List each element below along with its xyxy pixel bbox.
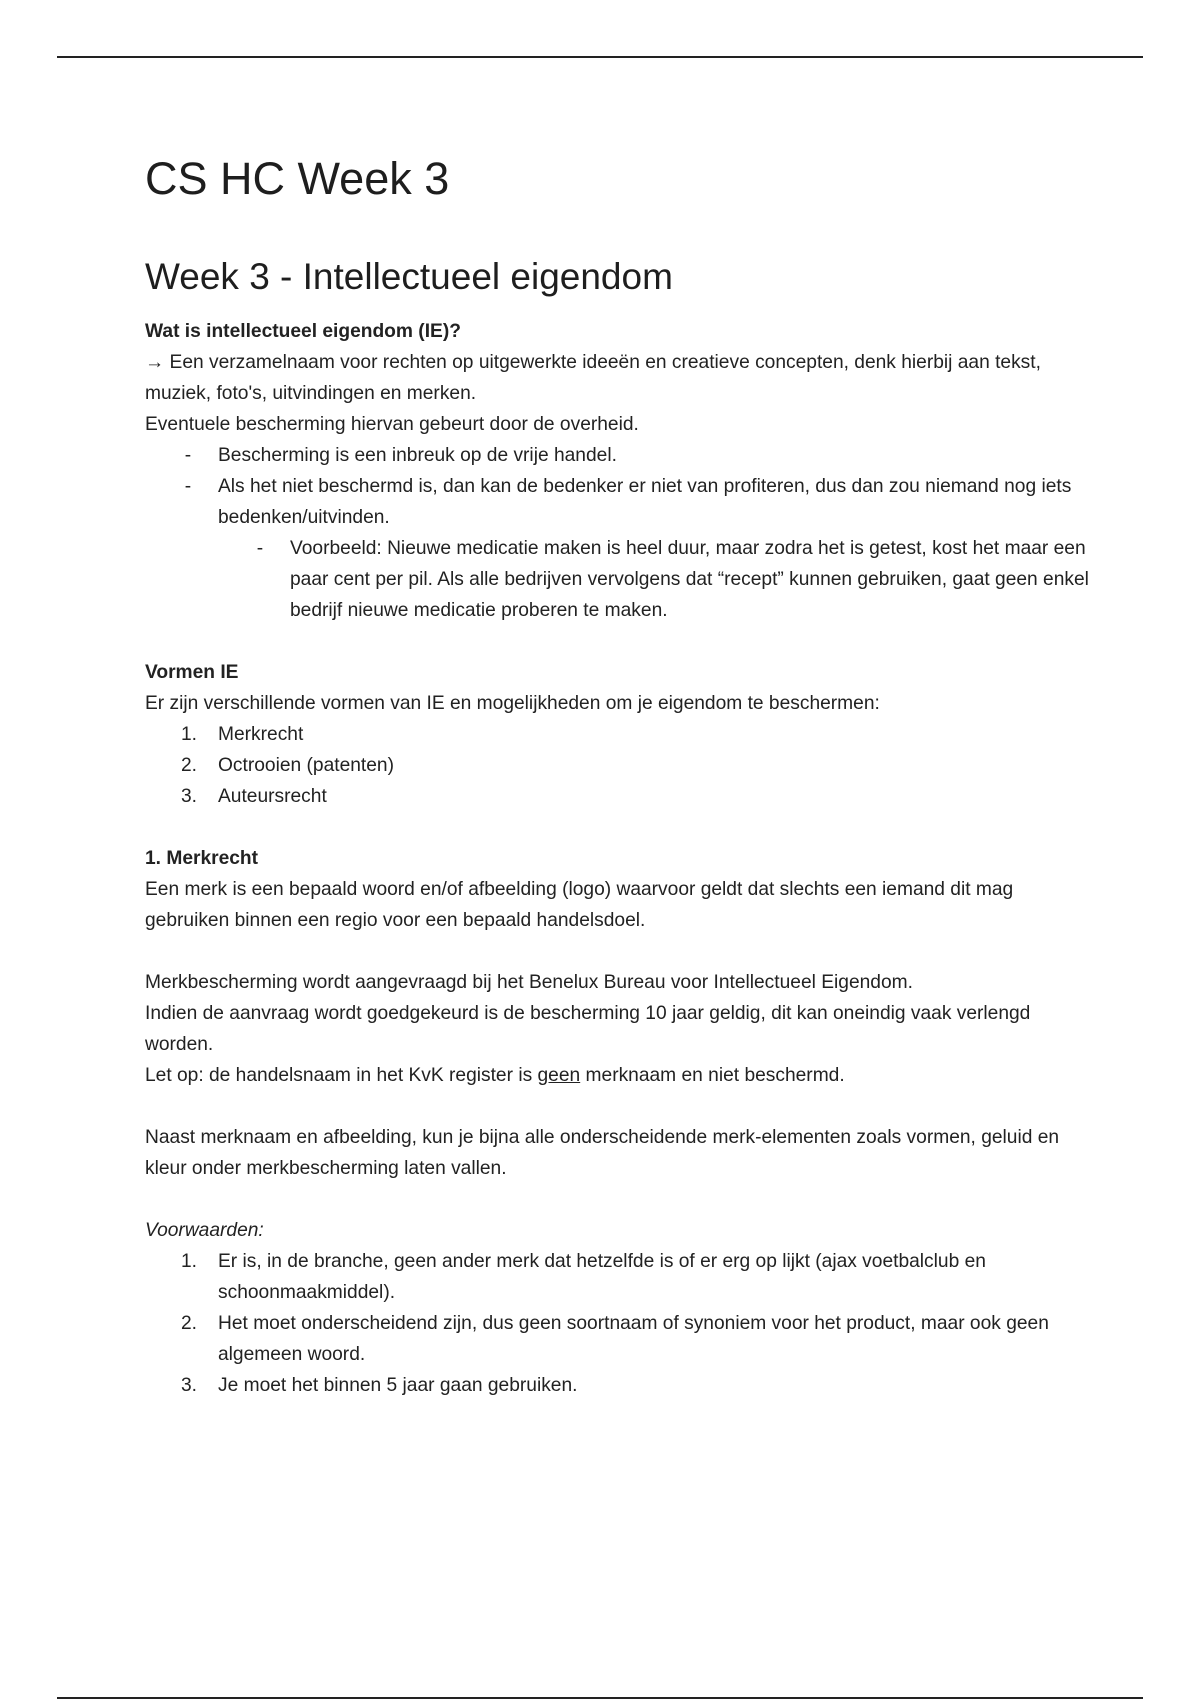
let-op-text-start: Let op: de handelsnaam in het KvK register is — [145, 1065, 538, 1086]
list-item — [184, 471, 1095, 626]
list-item — [181, 1308, 1095, 1370]
footer-rule — [57, 1697, 1143, 1699]
header-rule — [57, 56, 1143, 58]
voorwaarden-label: Voorwaarden: — [145, 1220, 264, 1241]
list-item — [181, 781, 1095, 812]
vormen-intro: Er zijn verschillende vormen van IE en mogelijkheden om je eigendom te beschermen: — [145, 693, 880, 714]
list-item-text: Het moet onderscheidend zijn, dus geen soortnaam of synoniem voor het product, maar ook geen algemeen woord. — [218, 1313, 1049, 1365]
let-op-text-end: merknaam en niet beschermd. — [580, 1065, 845, 1086]
section-heading: Week 3 - Intellectueel eigendom — [145, 256, 673, 297]
list-item-text: Auteursrecht — [218, 786, 327, 807]
merkrecht-heading: 1. Merkrecht — [145, 848, 259, 869]
list-item-text: Je moet het binnen 5 jaar gaan gebruiken. — [218, 1375, 578, 1396]
list-item-text: Merkrecht — [218, 724, 304, 745]
list-item — [181, 750, 1095, 781]
example-text: Voorbeeld: Nieuwe medicatie maken is heel duur, maar zodra het is getest, kost het maar een paar cent per pil. Als alle bedrijven vervolgens dat “recept” kunnen gebruiken, gaat geen enkel bedrijf nieuwe medicatie proberen te maken. — [290, 538, 1089, 621]
list-number: 3. — [181, 1375, 198, 1396]
dash-bullet: - — [184, 476, 192, 497]
list-number: 1. — [181, 724, 198, 745]
list-item-text: Octrooien (patenten) — [218, 755, 394, 776]
underlined-word: geen — [537, 1065, 581, 1086]
ie-question: Wat is intellectueel eigendom (IE)? — [145, 321, 461, 342]
list-number: 2. — [181, 1313, 198, 1334]
list-item-text: Er is, in de branche, geen ander merk dat hetzelfde is of er erg op lijkt (ajax voetbalclub en schoonmaakmiddel). — [218, 1251, 986, 1303]
list-item — [181, 719, 1095, 750]
list-number: 3. — [181, 786, 198, 807]
vormen-list — [145, 719, 1095, 812]
list-item — [256, 533, 1095, 626]
list-item-text: Bescherming is een inbreuk op de vrije handel. — [218, 445, 617, 466]
list-item — [184, 440, 1095, 471]
vormen-heading: Vormen IE — [145, 662, 239, 683]
list-item — [181, 1246, 1095, 1308]
merkrecht-geldigheid: Indien de aanvraag wordt goedgekeurd is de bescherming 10 jaar geldig, dit kan oneindig vaak verlengd worden. — [145, 1003, 1031, 1055]
list-number: 2. — [181, 755, 198, 776]
merkrecht-definition: Een merk is een bepaald woord en/of afbeelding (logo) waarvoor geldt dat slechts een iemand dit mag gebruiken binnen een regio voor een bepaald handelsdoel. — [145, 879, 1014, 931]
merkrecht-let-op — [145, 1060, 1095, 1091]
ie-sub-bullet-list — [218, 533, 1095, 626]
list-item — [181, 1370, 1095, 1401]
dash-bullet: - — [184, 445, 192, 466]
list-item-text: Als het niet beschermd is, dan kan de bedenker er niet van profiteren, dus dan zou niemand nog iets bedenken/uitvinden. — [218, 476, 1072, 528]
merkrecht-aanvraag: Merkbescherming wordt aangevraagd bij het Benelux Bureau voor Intellectueel Eigendom. — [145, 972, 913, 993]
document-title: CS HC Week 3 — [145, 153, 450, 204]
list-number: 1. — [181, 1251, 198, 1272]
ie-protection-note: Eventuele bescherming hiervan gebeurt door de overheid. — [145, 414, 639, 435]
document-body — [145, 148, 1095, 1401]
voorwaarden-list — [145, 1246, 1095, 1401]
ie-definition: → Een verzamelnaam voor rechten op uitgewerkte ideeën en creatieve concepten, denk hierbij aan tekst, muziek, foto's, uitvindingen en merken. — [145, 352, 1041, 404]
dash-bullet: - — [256, 538, 264, 559]
merkrecht-elementen: Naast merknaam en afbeelding, kun je bijna alle onderscheidende merk-elementen zoals vormen, geluid en kleur onder merkbescherming laten vallen. — [145, 1127, 1060, 1179]
ie-bullet-list — [145, 440, 1095, 626]
